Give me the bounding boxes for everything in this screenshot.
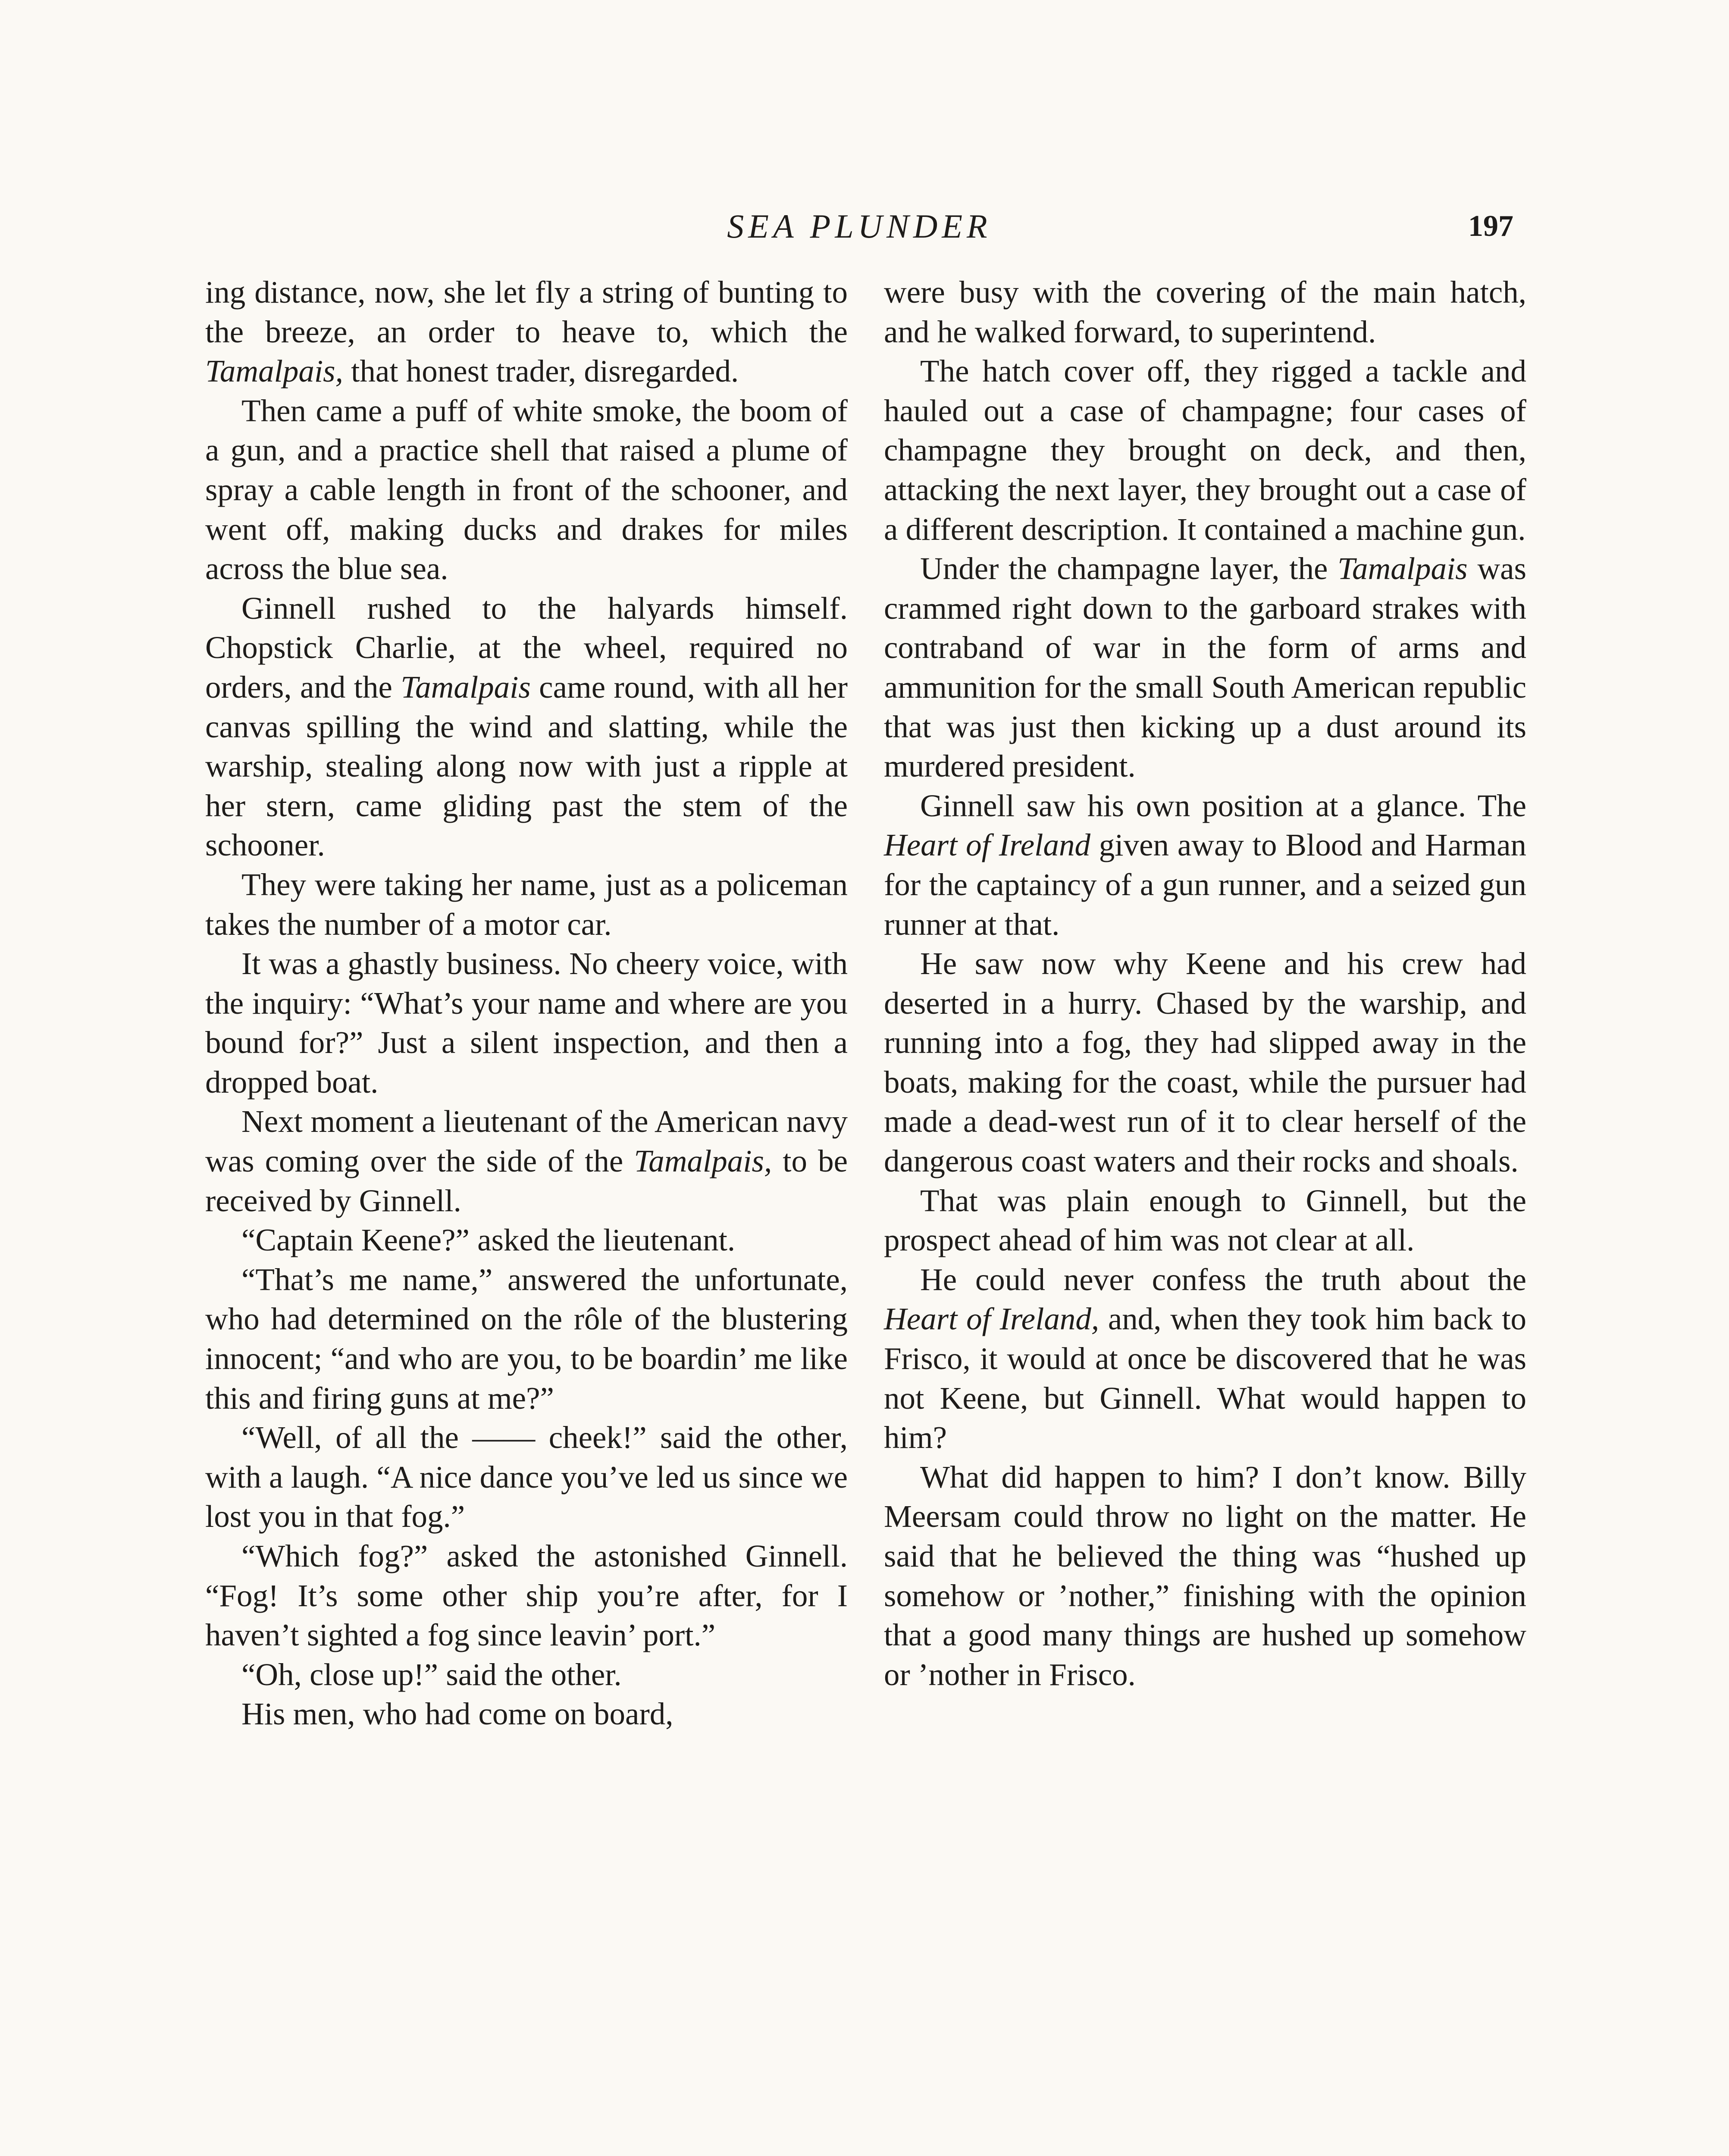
paragraph-text: and, when they took him back to Frisco, it would at once be discovered that he was not Keene, but Ginnell. What would happen to him?: [884, 1301, 1526, 1455]
paragraph: The hatch cover off, they rigged a tackle and hauled out a case of champagne; four cases of champagne they brought on deck, and then, attacking the next layer, they brought out a case of a different description. It contained a machine gun.: [884, 354, 1526, 547]
paragraph-text: Ginnell rushed to the halyards himself. Chopstick Charlie, at the wheel, required no orders, and the: [205, 590, 848, 705]
paragraph: His men, who had come on board,: [241, 1696, 673, 1732]
paragraph: Then came a puff of white smoke, the boom of a gun, and a practice shell that raised a plume of spray a cable length in front of the schooner, and went off, making ducks and drakes for miles across the blue sea.: [205, 393, 848, 586]
right-column: [884, 273, 1526, 1694]
running-title: SEA PLUNDER: [727, 207, 992, 245]
left-column: [205, 273, 848, 1734]
paragraph: “Captain Keene?” asked the lieutenant.: [241, 1222, 736, 1258]
paragraph-text: given away to Blood and Harman for the captaincy of a gun runner, and a seized gun runner at that.: [884, 827, 1526, 942]
paragraph: “Which fog?” asked the astonished Ginnell. “Fog! It’s some other ship you’re after, for I haven’t sighted a fog since leavin’ port.”: [205, 1539, 848, 1653]
page-header: [205, 201, 1513, 252]
paragraph: were busy with the covering of the main hatch, and he walked forward, to superintend.: [884, 275, 1526, 349]
paragraph: [884, 549, 1526, 786]
paragraph: [205, 273, 848, 391]
paragraph-text: that honest trader, disregarded.: [343, 354, 739, 389]
paragraph: “Well, of all the —— cheek!” said the other, with a laugh. “A nice dance you’ve led us since we lost you in that fog.”: [205, 1420, 848, 1534]
paragraph-text: came round, with all her canvas spilling the wind and slatting, while the warship, stealing along now with just a ripple at her stern, came gliding past the stem of the schooner.: [205, 669, 848, 863]
paragraph: “That’s me name,” answered the unfortunate, who had determined on the rôle of the blustering innocent; “and who are you, to be boardin’ me like this and firing guns at me?”: [205, 1262, 848, 1416]
paragraph: [884, 786, 1526, 944]
paragraph-text: was crammed right down to the garboard strakes with contraband of war in the form of arms and ammunition for the small South American republic that was just then kicking up a dust around its murdered president.: [884, 551, 1526, 784]
paragraph-text: He could never confess the truth about the: [920, 1262, 1526, 1297]
paragraph-text: Next moment a lieutenant of the American navy was coming over the side of the: [205, 1104, 848, 1179]
ship-name: Heart of Ireland,: [884, 1301, 1099, 1337]
paragraph: “Oh, close up!” said the other.: [241, 1657, 622, 1692]
paragraph: [205, 589, 848, 865]
paragraph: [884, 1260, 1526, 1457]
ship-name: Heart of Ireland: [884, 827, 1090, 863]
paragraph: They were taking her name, just as a policeman takes the number of a motor car.: [205, 867, 848, 942]
paragraph-text: to be received by Ginnell.: [205, 1144, 848, 1218]
ship-name: Tamalpais,: [205, 354, 343, 389]
ship-name: Tamalpais: [1337, 551, 1468, 586]
paragraph-text: Under the champagne layer, the: [920, 551, 1338, 586]
paragraph: He saw now why Keene and his crew had deserted in a hurry. Chased by the warship, and running into a fog, they had slipped away in the boats, making for the coast, while the pursuer had made a dead-west run of it to clear herself of the dangerous coast waters and their rocks and shoals.: [884, 946, 1526, 1179]
paragraph: What did happen to him? I don’t know. Billy Meersam could throw no light on the matter. He said that he believed the thing was “hushed up somehow or ’nother,” finishing with the opinion that a good many things are hushed up somehow or ’nother in Frisco.: [884, 1459, 1526, 1692]
ship-name: Tamalpais,: [634, 1144, 772, 1179]
paragraph-text: ing distance, now, she let fly a string of bunting to the breeze, an order to heave to, which the: [205, 275, 848, 349]
page-number: 197: [1468, 210, 1513, 243]
ship-name: Tamalpais: [401, 669, 531, 705]
paragraph: [205, 1102, 848, 1220]
paragraph: That was plain enough to Ginnell, but the prospect ahead of him was not clear at all.: [884, 1183, 1526, 1258]
paragraph: It was a ghastly business. No cheery voice, with the inquiry: “What’s your name and where are you bound for?” Just a silent inspection, and then a dropped boat.: [205, 946, 848, 1100]
paragraph-text: Ginnell saw his own position at a glance. The: [920, 788, 1526, 823]
